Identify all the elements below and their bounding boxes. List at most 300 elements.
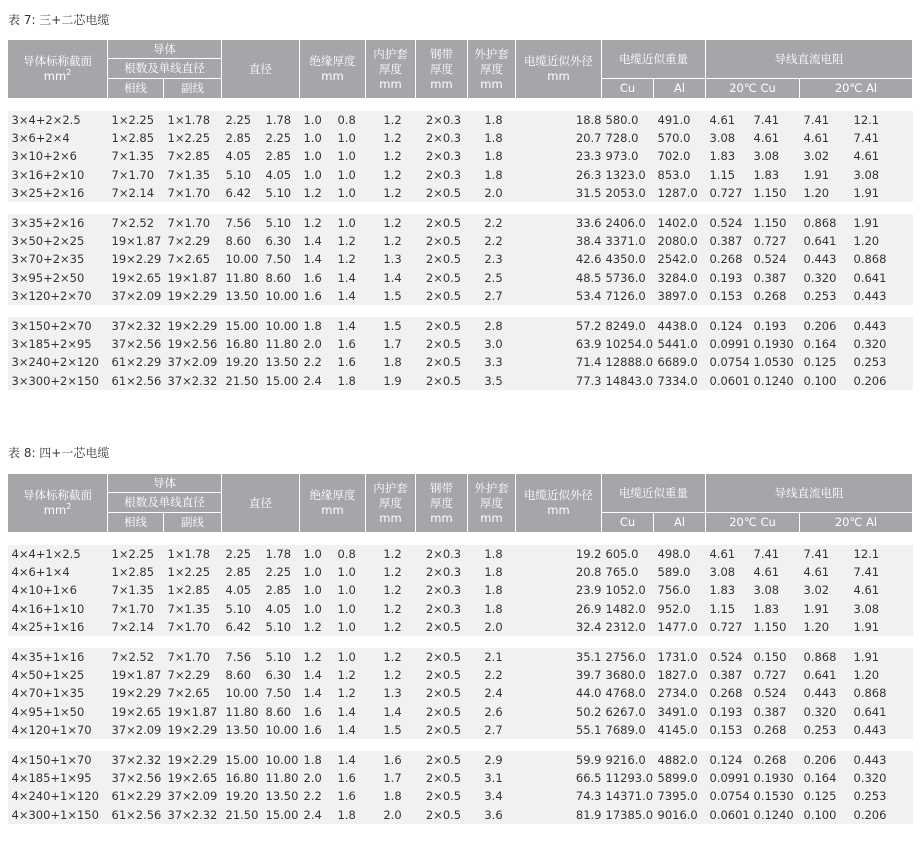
cell-res-al-neutral: 3.08 <box>850 166 913 184</box>
cell-weight-cu: 973.0 <box>602 147 654 165</box>
cell-phase-diameter: 2.25 <box>222 545 262 563</box>
cell-phase-insulation: 1.4 <box>300 666 334 684</box>
cell-outer-sheath: 2.8 <box>468 317 516 335</box>
cell-neutral-strands: 7×2.65 <box>164 684 222 702</box>
cell-neutral-insulation: 1.0 <box>334 147 366 165</box>
cell-neutral-diameter: 10.00 <box>262 751 300 769</box>
cell-weight-al: 6689.0 <box>654 353 706 371</box>
cell-res-al-neutral: 0.868 <box>850 250 913 268</box>
cell-neutral-insulation: 1.0 <box>334 129 366 147</box>
cell-phase-strands: 37×2.56 <box>108 769 164 787</box>
cell-neutral-insulation: 1.0 <box>334 214 366 232</box>
cell-neutral-strands: 7×1.35 <box>164 600 222 618</box>
cell-neutral-diameter: 4.05 <box>262 600 300 618</box>
header-steel-tape: 钢带 厚度 mm <box>416 40 468 99</box>
cell-conductor-size: 4×185+1×95 <box>8 769 108 787</box>
table-row <box>8 250 913 268</box>
cell-conductor-size: 4×25+1×16 <box>8 618 108 636</box>
cell-conductor-size: 4×300+1×150 <box>8 805 108 823</box>
cell-phase-diameter: 8.60 <box>222 666 262 684</box>
cell-outer-sheath: 2.4 <box>468 684 516 702</box>
cell-inner-sheath: 1.7 <box>366 769 416 787</box>
cell-conductor-size: 3×4+2×2.5 <box>8 111 108 129</box>
cell-phase-insulation: 2.0 <box>300 335 334 353</box>
cell-conductor-size: 4×16+1×10 <box>8 600 108 618</box>
cell-neutral-strands: 7×1.70 <box>164 618 222 636</box>
cell-neutral-strands: 7×1.70 <box>164 214 222 232</box>
cell-res-cu-phase: 1.15 <box>706 600 750 618</box>
cell-neutral-strands: 19×1.87 <box>164 703 222 721</box>
cell-phase-strands: 7×2.14 <box>108 618 164 636</box>
group-spacer <box>8 739 913 751</box>
cell-phase-insulation: 1.8 <box>300 317 334 335</box>
cell-res-cu-phase: 0.124 <box>706 751 750 769</box>
cell-neutral-diameter: 11.80 <box>262 335 300 353</box>
cell-phase-strands: 1×2.25 <box>108 545 164 563</box>
cell-neutral-insulation: 1.6 <box>334 335 366 353</box>
cell-neutral-diameter: 15.00 <box>262 371 300 389</box>
cell-conductor-size: 3×10+2×6 <box>8 147 108 165</box>
cell-res-cu-phase: 1.83 <box>706 581 750 599</box>
table-row <box>8 166 913 184</box>
cell-neutral-strands: 19×2.29 <box>164 317 222 335</box>
cell-outer-sheath: 3.5 <box>468 371 516 389</box>
cell-res-al-phase: 7.41 <box>800 111 850 129</box>
cell-res-al-neutral: 7.41 <box>850 563 913 581</box>
cell-phase-diameter: 13.50 <box>222 287 262 305</box>
cell-res-cu-neutral: 1.150 <box>750 184 800 202</box>
cell-res-al-neutral: 0.868 <box>850 684 913 702</box>
cell-steel-tape: 2×0.3 <box>416 111 468 129</box>
cell-inner-sheath: 1.5 <box>366 287 416 305</box>
cell-res-al-neutral: 0.253 <box>850 787 913 805</box>
cell-neutral-strands: 37×2.32 <box>164 371 222 389</box>
table-row <box>8 184 913 202</box>
cell-inner-sheath: 1.3 <box>366 250 416 268</box>
cell-phase-strands: 19×2.29 <box>108 684 164 702</box>
cell-phase-strands: 37×2.32 <box>108 751 164 769</box>
cell-weight-cu: 2312.0 <box>602 618 654 636</box>
cell-res-cu-phase: 4.61 <box>706 545 750 563</box>
cell-neutral-diameter: 10.00 <box>262 317 300 335</box>
cell-neutral-strands: 1×1.78 <box>164 545 222 563</box>
cell-phase-insulation: 1.4 <box>300 232 334 250</box>
cell-conductor-size: 3×185+2×95 <box>8 335 108 353</box>
cell-steel-tape: 2×0.5 <box>416 317 468 335</box>
cell-conductor-size: 4×70+1×35 <box>8 684 108 702</box>
cell-steel-tape: 2×0.5 <box>416 214 468 232</box>
cell-res-cu-neutral: 0.387 <box>750 703 800 721</box>
cell-outer-diameter: 57.2 <box>516 317 602 335</box>
cell-weight-cu: 1052.0 <box>602 581 654 599</box>
cell-phase-diameter: 21.50 <box>222 371 262 389</box>
cell-steel-tape: 2×0.5 <box>416 232 468 250</box>
cell-outer-sheath: 1.8 <box>468 166 516 184</box>
cell-res-cu-neutral: 0.524 <box>750 684 800 702</box>
cell-outer-sheath: 2.7 <box>468 287 516 305</box>
cell-weight-cu: 765.0 <box>602 563 654 581</box>
cell-res-cu-neutral: 0.1240 <box>750 805 800 823</box>
cell-outer-sheath: 2.0 <box>468 618 516 636</box>
cell-res-al-phase: 1.91 <box>800 600 850 618</box>
cell-outer-sheath: 2.5 <box>468 269 516 287</box>
table-row <box>8 618 913 636</box>
cell-phase-diameter: 2.85 <box>222 563 262 581</box>
cell-weight-cu: 2053.0 <box>602 184 654 202</box>
cell-outer-diameter: 20.8 <box>516 563 602 581</box>
cell-neutral-insulation: 1.6 <box>334 353 366 371</box>
cell-phase-insulation: 1.2 <box>300 214 334 232</box>
cell-outer-diameter: 59.9 <box>516 751 602 769</box>
cell-phase-diameter: 7.56 <box>222 648 262 666</box>
cell-res-al-phase: 0.641 <box>800 666 850 684</box>
cell-outer-sheath: 2.7 <box>468 721 516 739</box>
cell-phase-insulation: 2.4 <box>300 805 334 823</box>
table-row <box>8 648 913 666</box>
cell-res-al-neutral: 1.20 <box>850 232 913 250</box>
cell-res-al-neutral: 0.641 <box>850 269 913 287</box>
cell-res-al-phase: 0.253 <box>800 287 850 305</box>
cell-weight-al: 1827.0 <box>654 666 706 684</box>
header-conductor: 导体 <box>108 474 222 493</box>
cell-res-cu-neutral: 0.1530 <box>750 787 800 805</box>
cell-res-cu-phase: 0.524 <box>706 214 750 232</box>
cell-phase-insulation: 1.0 <box>300 545 334 563</box>
table-8-caption: 表 8: 四+一芯电缆 <box>8 446 110 460</box>
cell-weight-al: 5899.0 <box>654 769 706 787</box>
cell-phase-insulation: 1.0 <box>300 129 334 147</box>
cell-res-cu-neutral: 3.08 <box>750 581 800 599</box>
cell-inner-sheath: 1.2 <box>366 111 416 129</box>
cell-outer-sheath: 2.2 <box>468 666 516 684</box>
cell-res-cu-phase: 3.08 <box>706 563 750 581</box>
header-outer-diameter: 电缆近似外径 mm <box>516 40 602 99</box>
cell-res-al-neutral: 0.320 <box>850 769 913 787</box>
cell-res-al-phase: 3.02 <box>800 581 850 599</box>
cell-res-cu-phase: 0.153 <box>706 721 750 739</box>
cell-phase-strands: 61×2.56 <box>108 371 164 389</box>
cell-weight-cu: 14371.0 <box>602 787 654 805</box>
cell-res-al-phase: 0.320 <box>800 269 850 287</box>
header-res-cu: 20℃ Cu <box>706 79 800 99</box>
cell-neutral-diameter: 8.60 <box>262 269 300 287</box>
cell-conductor-size: 3×300+2×150 <box>8 371 108 389</box>
cell-res-cu-neutral: 0.1930 <box>750 335 800 353</box>
cell-res-cu-neutral: 7.41 <box>750 545 800 563</box>
table-row <box>8 214 913 232</box>
cell-outer-diameter: 71.4 <box>516 353 602 371</box>
cell-steel-tape: 2×0.5 <box>416 287 468 305</box>
cell-weight-al: 2734.0 <box>654 684 706 702</box>
cell-res-al-neutral: 0.206 <box>850 371 913 389</box>
cell-outer-diameter: 50.2 <box>516 703 602 721</box>
cell-weight-al: 3284.0 <box>654 269 706 287</box>
spec-table-8 <box>7 473 913 824</box>
cell-weight-cu: 5736.0 <box>602 269 654 287</box>
table-row <box>8 684 913 702</box>
cell-res-cu-neutral: 1.150 <box>750 618 800 636</box>
cell-phase-diameter: 2.85 <box>222 129 262 147</box>
cell-outer-sheath: 1.8 <box>468 111 516 129</box>
cell-steel-tape: 2×0.5 <box>416 353 468 371</box>
cell-weight-al: 1402.0 <box>654 214 706 232</box>
cell-weight-al: 1731.0 <box>654 648 706 666</box>
header-resistance: 导线直流电阻 <box>706 474 913 513</box>
cell-res-al-phase: 0.164 <box>800 769 850 787</box>
cell-res-cu-neutral: 0.524 <box>750 250 800 268</box>
cell-res-al-neutral: 1.91 <box>850 648 913 666</box>
cell-phase-strands: 7×1.70 <box>108 166 164 184</box>
cell-neutral-insulation: 1.6 <box>334 769 366 787</box>
cell-outer-sheath: 2.2 <box>468 232 516 250</box>
header-res-cu: 20℃ Cu <box>706 513 800 533</box>
cell-neutral-diameter: 7.50 <box>262 684 300 702</box>
table-row <box>8 147 913 165</box>
cell-neutral-strands: 7×1.70 <box>164 648 222 666</box>
cell-steel-tape: 2×0.3 <box>416 545 468 563</box>
cell-neutral-insulation: 1.0 <box>334 648 366 666</box>
cell-res-cu-phase: 4.61 <box>706 111 750 129</box>
cell-neutral-diameter: 1.78 <box>262 111 300 129</box>
cell-conductor-size: 3×240+2×120 <box>8 353 108 371</box>
cell-weight-al: 3491.0 <box>654 703 706 721</box>
cell-outer-sheath: 2.1 <box>468 648 516 666</box>
header-steel-tape: 钢带 厚度 mm <box>416 474 468 533</box>
cell-phase-strands: 7×2.14 <box>108 184 164 202</box>
cell-phase-diameter: 15.00 <box>222 317 262 335</box>
table-row <box>8 805 913 823</box>
cell-neutral-diameter: 2.85 <box>262 581 300 599</box>
cell-steel-tape: 2×0.3 <box>416 563 468 581</box>
cell-neutral-diameter: 15.00 <box>262 805 300 823</box>
cell-weight-cu: 8249.0 <box>602 317 654 335</box>
header-weight-cu: Cu <box>602 513 654 533</box>
cell-res-cu-phase: 0.727 <box>706 184 750 202</box>
cell-res-al-neutral: 0.443 <box>850 287 913 305</box>
cell-weight-cu: 11293.0 <box>602 769 654 787</box>
cell-phase-insulation: 1.6 <box>300 721 334 739</box>
cell-inner-sheath: 1.6 <box>366 751 416 769</box>
cell-neutral-diameter: 4.05 <box>262 166 300 184</box>
cell-res-cu-phase: 0.0991 <box>706 769 750 787</box>
cell-neutral-strands: 1×2.85 <box>164 581 222 599</box>
cell-weight-cu: 7126.0 <box>602 287 654 305</box>
cell-outer-diameter: 63.9 <box>516 335 602 353</box>
cell-outer-sheath: 2.3 <box>468 250 516 268</box>
cell-phase-insulation: 1.2 <box>300 184 334 202</box>
cell-res-cu-phase: 0.268 <box>706 250 750 268</box>
cell-res-cu-neutral: 0.387 <box>750 269 800 287</box>
cell-outer-diameter: 39.7 <box>516 666 602 684</box>
cell-phase-diameter: 2.25 <box>222 111 262 129</box>
cell-inner-sheath: 1.9 <box>366 371 416 389</box>
cell-neutral-strands: 7×2.29 <box>164 666 222 684</box>
group-spacer <box>8 202 913 214</box>
cell-neutral-strands: 19×2.65 <box>164 769 222 787</box>
cell-phase-strands: 37×2.09 <box>108 287 164 305</box>
cell-neutral-strands: 19×2.29 <box>164 287 222 305</box>
cell-res-cu-phase: 0.0601 <box>706 371 750 389</box>
cell-phase-insulation: 1.0 <box>300 563 334 581</box>
cell-neutral-insulation: 1.0 <box>334 184 366 202</box>
cell-phase-diameter: 4.05 <box>222 147 262 165</box>
cell-inner-sheath: 1.4 <box>366 269 416 287</box>
cell-res-cu-neutral: 4.61 <box>750 129 800 147</box>
cell-neutral-strands: 37×2.09 <box>164 353 222 371</box>
cell-neutral-diameter: 2.25 <box>262 563 300 581</box>
table-row <box>8 232 913 250</box>
cell-phase-insulation: 1.0 <box>300 147 334 165</box>
cell-neutral-insulation: 1.4 <box>334 287 366 305</box>
cell-phase-insulation: 2.4 <box>300 371 334 389</box>
cell-outer-sheath: 1.8 <box>468 600 516 618</box>
cell-res-al-phase: 1.20 <box>800 618 850 636</box>
group-spacer <box>8 305 913 317</box>
cell-res-al-neutral: 4.61 <box>850 147 913 165</box>
cell-conductor-size: 3×150+2×70 <box>8 317 108 335</box>
cell-res-cu-neutral: 1.83 <box>750 166 800 184</box>
cell-res-al-phase: 3.02 <box>800 147 850 165</box>
cell-outer-sheath: 2.0 <box>468 184 516 202</box>
cell-inner-sheath: 1.2 <box>366 666 416 684</box>
cell-res-cu-neutral: 0.268 <box>750 721 800 739</box>
cell-phase-strands: 7×1.35 <box>108 147 164 165</box>
cell-weight-al: 9016.0 <box>654 805 706 823</box>
cell-outer-diameter: 53.4 <box>516 287 602 305</box>
group-spacer <box>8 99 913 112</box>
cell-res-al-neutral: 0.641 <box>850 703 913 721</box>
cell-neutral-diameter: 13.50 <box>262 353 300 371</box>
cell-res-cu-neutral: 0.727 <box>750 232 800 250</box>
cell-weight-cu: 9216.0 <box>602 751 654 769</box>
cell-res-cu-phase: 0.387 <box>706 666 750 684</box>
cell-res-al-phase: 0.443 <box>800 250 850 268</box>
cell-neutral-diameter: 5.10 <box>262 184 300 202</box>
cell-phase-insulation: 1.6 <box>300 269 334 287</box>
cell-conductor-size: 3×6+2×4 <box>8 129 108 147</box>
cell-neutral-insulation: 1.8 <box>334 371 366 389</box>
cell-res-al-neutral: 0.253 <box>850 353 913 371</box>
cell-phase-diameter: 19.20 <box>222 353 262 371</box>
cell-phase-insulation: 1.6 <box>300 703 334 721</box>
cell-neutral-insulation: 0.8 <box>334 111 366 129</box>
header-diameter: 直径 <box>222 40 300 99</box>
cell-res-al-neutral: 7.41 <box>850 129 913 147</box>
cell-res-al-phase: 1.20 <box>800 184 850 202</box>
cell-res-cu-neutral: 0.193 <box>750 317 800 335</box>
cell-phase-strands: 1×2.85 <box>108 563 164 581</box>
table-row <box>8 581 913 599</box>
cell-neutral-strands: 1×2.25 <box>164 129 222 147</box>
cell-phase-insulation: 1.0 <box>300 581 334 599</box>
cell-conductor-size: 3×35+2×16 <box>8 214 108 232</box>
cell-res-al-neutral: 1.91 <box>850 214 913 232</box>
cell-phase-strands: 61×2.56 <box>108 805 164 823</box>
cell-outer-sheath: 3.3 <box>468 353 516 371</box>
header-conductor-size: 导体标称截面 $mm^2$ <box>8 474 108 533</box>
cell-conductor-size: 4×35+1×16 <box>8 648 108 666</box>
cell-inner-sheath: 1.2 <box>366 545 416 563</box>
cell-res-cu-neutral: 0.727 <box>750 666 800 684</box>
cell-phase-strands: 7×1.35 <box>108 581 164 599</box>
cell-weight-cu: 17385.0 <box>602 805 654 823</box>
cell-phase-diameter: 15.00 <box>222 751 262 769</box>
cell-steel-tape: 2×0.5 <box>416 648 468 666</box>
cell-steel-tape: 2×0.5 <box>416 721 468 739</box>
table-row <box>8 371 913 389</box>
header-inner-sheath: 内护套 厚度 mm <box>366 474 416 533</box>
cell-res-al-neutral: 4.61 <box>850 581 913 599</box>
cell-neutral-insulation: 1.4 <box>334 269 366 287</box>
cell-phase-diameter: 16.80 <box>222 769 262 787</box>
table-row <box>8 751 913 769</box>
cell-phase-insulation: 2.2 <box>300 787 334 805</box>
cell-res-cu-phase: 3.08 <box>706 129 750 147</box>
cell-phase-insulation: 2.2 <box>300 353 334 371</box>
cell-outer-diameter: 44.0 <box>516 684 602 702</box>
cell-res-cu-phase: 0.727 <box>706 618 750 636</box>
cell-res-al-phase: 0.206 <box>800 751 850 769</box>
cell-phase-diameter: 10.00 <box>222 684 262 702</box>
cell-res-al-neutral: 1.91 <box>850 184 913 202</box>
cell-phase-insulation: 1.4 <box>300 250 334 268</box>
cell-steel-tape: 2×0.3 <box>416 147 468 165</box>
cell-outer-sheath: 1.8 <box>468 129 516 147</box>
cell-phase-strands: 1×2.85 <box>108 129 164 147</box>
cell-outer-sheath: 3.0 <box>468 335 516 353</box>
cell-res-cu-neutral: 0.268 <box>750 287 800 305</box>
header-outer-diameter: 电缆近似外径 mm <box>516 474 602 533</box>
cell-res-al-phase: 0.100 <box>800 371 850 389</box>
cell-outer-sheath: 3.1 <box>468 769 516 787</box>
cell-res-cu-phase: 1.15 <box>706 166 750 184</box>
cell-neutral-diameter: 6.30 <box>262 666 300 684</box>
cell-phase-strands: 19×1.87 <box>108 666 164 684</box>
table-row <box>8 129 913 147</box>
cell-outer-sheath: 3.6 <box>468 805 516 823</box>
cell-weight-cu: 2756.0 <box>602 648 654 666</box>
cell-outer-sheath: 2.6 <box>468 703 516 721</box>
cell-weight-al: 7395.0 <box>654 787 706 805</box>
cell-inner-sheath: 1.2 <box>366 581 416 599</box>
cell-inner-sheath: 1.7 <box>366 335 416 353</box>
cell-phase-strands: 37×2.56 <box>108 335 164 353</box>
cell-phase-strands: 19×2.65 <box>108 269 164 287</box>
cell-phase-insulation: 1.0 <box>300 111 334 129</box>
cell-res-al-phase: 0.125 <box>800 787 850 805</box>
table-row <box>8 545 913 563</box>
cell-inner-sheath: 1.8 <box>366 787 416 805</box>
header-neutral: 副线 <box>164 79 222 99</box>
header-inner-sheath: 内护套 厚度 mm <box>366 40 416 99</box>
table-row <box>8 769 913 787</box>
cell-inner-sheath: 1.5 <box>366 317 416 335</box>
cell-inner-sheath: 1.2 <box>366 618 416 636</box>
header-neutral: 副线 <box>164 513 222 533</box>
cell-inner-sheath: 1.4 <box>366 703 416 721</box>
cell-res-al-phase: 0.443 <box>800 684 850 702</box>
cell-outer-diameter: 74.3 <box>516 787 602 805</box>
cell-weight-cu: 7689.0 <box>602 721 654 739</box>
cell-inner-sheath: 1.5 <box>366 721 416 739</box>
cell-phase-diameter: 4.05 <box>222 581 262 599</box>
cell-res-al-neutral: 0.206 <box>850 805 913 823</box>
cell-phase-diameter: 5.10 <box>222 166 262 184</box>
cell-outer-diameter: 23.9 <box>516 581 602 599</box>
cell-weight-al: 4882.0 <box>654 751 706 769</box>
cell-weight-al: 7334.0 <box>654 371 706 389</box>
cell-weight-cu: 1482.0 <box>602 600 654 618</box>
